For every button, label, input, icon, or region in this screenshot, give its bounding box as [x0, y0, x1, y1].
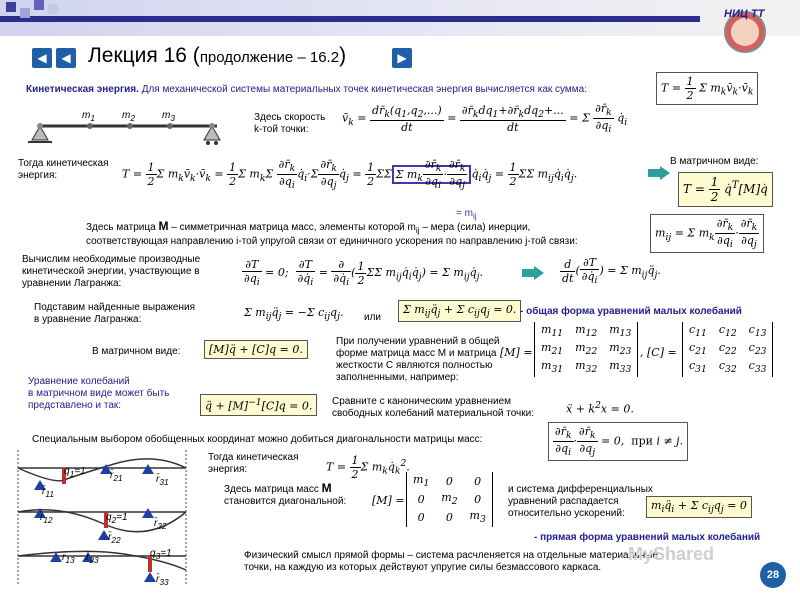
ke-formula-box: T = $\frac{1}{2}$ Σ $m_kv̄_k\cdot v̄_k$	[656, 72, 758, 105]
ke-diagonal-formula: T = $\frac{1}{2}$ Σ $m_kq̇_k^2$.	[326, 454, 410, 481]
logo-text: НИЦ ТТ	[724, 8, 765, 20]
derive-label: Вычислим необходимые производные кинетической энергии, участвующие в уравнении Лагранжа:	[22, 254, 201, 289]
note-text: При получении уравнений в общей форме матрица масс M и матрица жесткости C являются полностью заполненными, например:	[336, 336, 500, 383]
mij-formula-box: $m_{ij} = \Sigma$ $m_k$ $\frac{\partial r̄_k}{\partial q_i}$ · $\frac{\partial r̄_k}{\partial q_j}$	[650, 214, 764, 253]
diag-label: Здесь матрица масс M становится диагональной:	[224, 481, 347, 507]
decor-square	[6, 2, 16, 12]
r22-label: $r̄_{22}$	[108, 532, 121, 545]
decor-square	[20, 8, 30, 18]
physical-meaning: Физический смысл прямой формы – система расчленяется на отдельные материальные точки, на каждую из которых действуют упругие силы безмассового каркаса.	[244, 550, 658, 573]
matrix-eq-box: [M]q̈ + [C]q = 0.	[204, 340, 308, 359]
q1-label: $q_1=1$	[64, 466, 86, 479]
arrow-icon	[648, 166, 670, 180]
q3-label: $q_3=1$	[150, 548, 172, 561]
canon-formula: ẍ + $k^2x = 0$.	[566, 400, 634, 416]
direct-form-box: $m_iq̈_i + \Sigma$ $c_{ij}q_j = 0$	[646, 496, 752, 518]
ke-expansion-formula: T = $\frac{1}{2}$ Σ $m_kv̄_k\cdot v̄_k$ = $\frac{1}{2}$ Σ $m_k\Sigma$ $\frac{\partial r̄_k}{\partial q_i}$ $q̇_i\cdot\Sigma$ $\frac{\partial r̄_k}{\partial q_j}$ $q̇_j$ = $\frac{1}{2}$ ΣΣ Σ $m_k$ $\frac{\partial r̄_k}{\partial q_i}$ · $\frac{\partial r̄_k}{\partial q_j}$ $q̇_iq̇_j$ = $\frac{1}{2}$ ΣΣ $m_{ij}q̇_iq̇_j$.	[122, 158, 578, 192]
mass-matrix-desc: Здесь матрица M – симметричная матрица масс, элементы которой $m_{ij}$ – мера (сила) инерции, соответствующая направлению i-той упругой связи от единичного ускорения по направлению j-той связи:	[86, 219, 578, 247]
then-ke-label: Тогда кинетическая энергия:	[18, 158, 109, 181]
page-number: 28	[760, 562, 786, 588]
ke-matrix-formula: T = $\frac{1}{2}$ q̇$^T$[M]q̇	[678, 172, 773, 207]
r23-label: $r̄_{23}$	[86, 552, 99, 565]
header-stripe	[0, 16, 700, 22]
system-label: и система дифференциальных уравнений распадается относительно ускорений:	[508, 484, 653, 519]
canon-label: Сравните с каноническим уравнением свободных колебаний материальной точки:	[332, 396, 535, 419]
logo	[712, 4, 778, 54]
speed-formula: $v̄_k$ = $\frac{dr̄_k(q_1,q_2,...)}{dt}$ = $\frac{\partial r̄_kdq_1+\partial r̄_kdq_2+...}{dt}$ = Σ $\frac{\partial r̄_k}{\partial q_i}$ $q̇_i$	[342, 102, 628, 136]
speed-label: Здесь скорость k-той точки:	[254, 112, 326, 135]
subst-label: Подставим найденные выражения в уравнение Лагранжа:	[34, 302, 195, 325]
r32-label: $r̄_{32}$	[154, 518, 167, 531]
decor-square	[34, 0, 44, 10]
decor-square	[48, 4, 58, 14]
special-label: Специальным выбором обобщенных координат можно добиться диагональности матрицы масс:	[32, 434, 483, 445]
mij-label: = $m_{ij}$	[456, 208, 477, 221]
r13-label: $r̄_{13}$	[62, 552, 75, 565]
general-form-label: - общая форма уравнений малых колебаний	[520, 306, 742, 317]
r11-label: $r̄_{11}$	[42, 486, 54, 499]
watermark: MyShared	[628, 544, 715, 564]
ke-intro: Кинетическая энергия. Для механической системы материальных точек кинетическая энергия вычисляется как сумма:	[26, 84, 588, 95]
r31-label: $r̄_{31}$	[156, 474, 169, 487]
matrix-view-label-2: В матричном виде:	[92, 346, 181, 357]
lagrange-formula: Σ $m_{ij}q̈_j = -\Sigma$ $c_{ij}q_j$.	[244, 306, 344, 323]
nav-first-button[interactable]: ◀	[32, 48, 52, 68]
r21-label: $r̄_{21}$	[110, 470, 123, 483]
derivatives-formula: $\frac{\partial T}{\partial q_i}$ = 0; $\frac{\partial T}{\partial q̇_i}$ = $\frac{\partial}{\partial q̇_i}$ ( $\frac{1}{2}$ ΣΣ $m_{ij}q̇_iq̇_j) = \Sigma$ $m_{ij}q̇_j$.	[244, 258, 483, 289]
time-derivative-formula: $\frac{d}{dt}$ ( $\frac{\partial T}{\partial q̇_i}$ ) = Σ $m_{ij}q̈_j$.	[562, 256, 661, 287]
mass-label-1: $m_1$	[82, 110, 95, 123]
mass-label-2: $m_2$	[122, 110, 135, 123]
r33-label: $r̄_{33}$	[156, 574, 169, 587]
eqform-label: Уравнение колебаний в матричном виде может быть представлено и так:	[28, 376, 170, 411]
or-label: или	[364, 312, 382, 323]
page-title: Лекция 16 (продолжение – 16.2)	[88, 44, 347, 67]
nav-prev-button[interactable]: ◀	[56, 48, 76, 68]
r12-label: $r̄_{12}$	[40, 512, 53, 525]
q2-label: $q_2=1$	[106, 512, 128, 525]
matrix-view-label: В матричном виде:	[670, 156, 759, 167]
general-form-box: Σ $m_{ij}q̈_j + \Sigma$ $c_{ij}q_j = 0$.	[398, 300, 521, 322]
direct-form-label: - прямая форма уравнений малых колебаний	[534, 532, 761, 543]
arrow-icon	[522, 266, 544, 280]
nav-next-button[interactable]: ▶	[392, 48, 412, 68]
mass-label-3: $m_3$	[162, 110, 175, 123]
then-ke-label-2: Тогда кинетическая энергия:	[208, 452, 299, 475]
inverse-form-box: q̈ + $[M]^{-1}[C]q = 0$.	[200, 394, 317, 416]
orthogonality-box: $\frac{\partial r̄_k}{\partial q_i}$ · $\frac{\partial r̄_k}{\partial q_j}$ = 0, при i ≠ j.	[548, 422, 688, 461]
